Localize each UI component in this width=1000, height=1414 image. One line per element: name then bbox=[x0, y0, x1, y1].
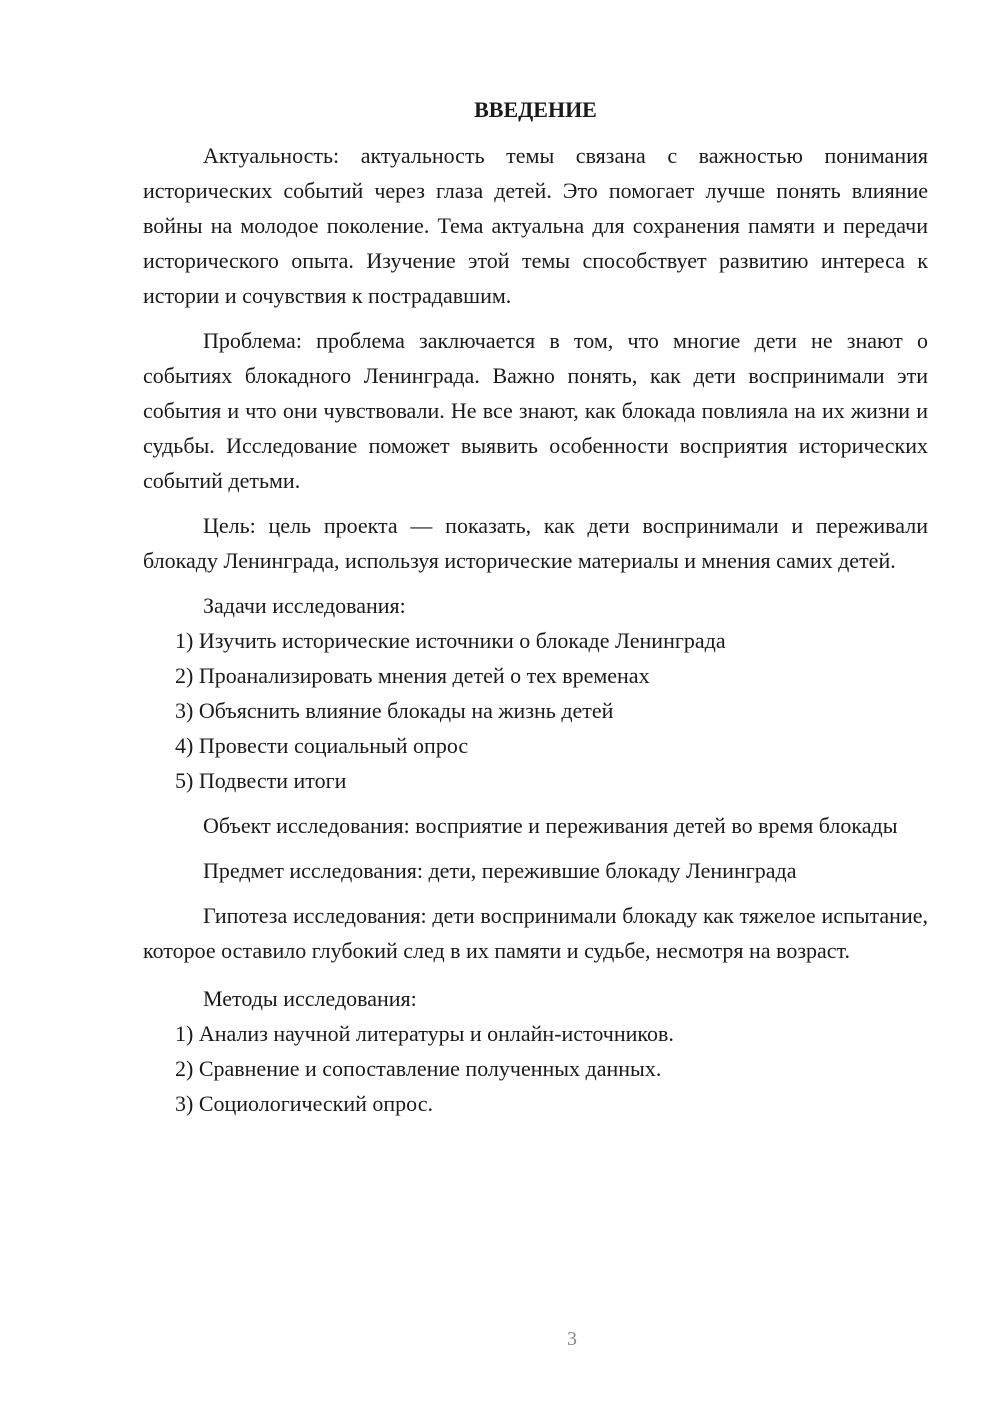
problem-paragraph: Проблема: проблема заключается в том, что многие дети не знают о событиях блокадного Ленинграда. Важно понять, как дети воспринимали эти события и что они чувствовали. Не все знают, как блокада повлияла на их жизни и судьбы. Исследование поможет выявить особенности восприятия исторических событий детьми. bbox=[143, 328, 928, 493]
page-number: 3 bbox=[567, 1328, 577, 1350]
subject-paragraph: Предмет исследования: дети, пережившие блокаду Ленинграда bbox=[203, 858, 797, 883]
task-item-5: 5) Подвести итоги bbox=[175, 768, 347, 793]
task-item-1: 1) Изучить исторические источники о блокаде Ленинграда bbox=[175, 628, 726, 653]
goal-paragraph: Цель: цель проекта — показать, как дети воспринимали и переживали блокаду Ленинграда, используя исторические материалы и мнения самих детей. bbox=[143, 513, 928, 573]
method-item-3: 3) Социологический опрос. bbox=[175, 1091, 433, 1116]
tasks-heading: Задачи исследования: bbox=[203, 593, 406, 618]
task-item-3: 3) Объяснить влияние блокады на жизнь детей bbox=[175, 698, 614, 723]
methods-heading: Методы исследования: bbox=[203, 986, 417, 1011]
relevance-paragraph: Актуальность: актуальность темы связана с важностью понимания исторических событий через глаза детей. Это помогает лучше понять влияние войны на молодое поколение. Тема актуальна для сохранения памяти и передачи исторического опыта. Изучение этой темы способствует развитию интереса к истории и сочувствия к пострадавшим. bbox=[143, 143, 928, 308]
task-item-4: 4) Провести социальный опрос bbox=[175, 733, 469, 758]
page-title: ВВЕДЕНИЕ bbox=[474, 97, 597, 122]
method-item-1: 1) Анализ научной литературы и онлайн-источников. bbox=[175, 1021, 674, 1046]
task-item-2: 2) Проанализировать мнения детей о тех временах bbox=[175, 663, 650, 688]
object-paragraph: Объект исследования: восприятие и переживания детей во время блокады bbox=[203, 813, 898, 838]
method-item-2: 2) Сравнение и сопоставление полученных данных. bbox=[175, 1056, 662, 1081]
hypothesis-paragraph: Гипотеза исследования: дети воспринимали блокаду как тяжелое испытание, которое оставило глубокий след в их памяти и судьбе, несмотря на возраст. bbox=[143, 903, 928, 963]
document-page bbox=[143, 92, 928, 1121]
